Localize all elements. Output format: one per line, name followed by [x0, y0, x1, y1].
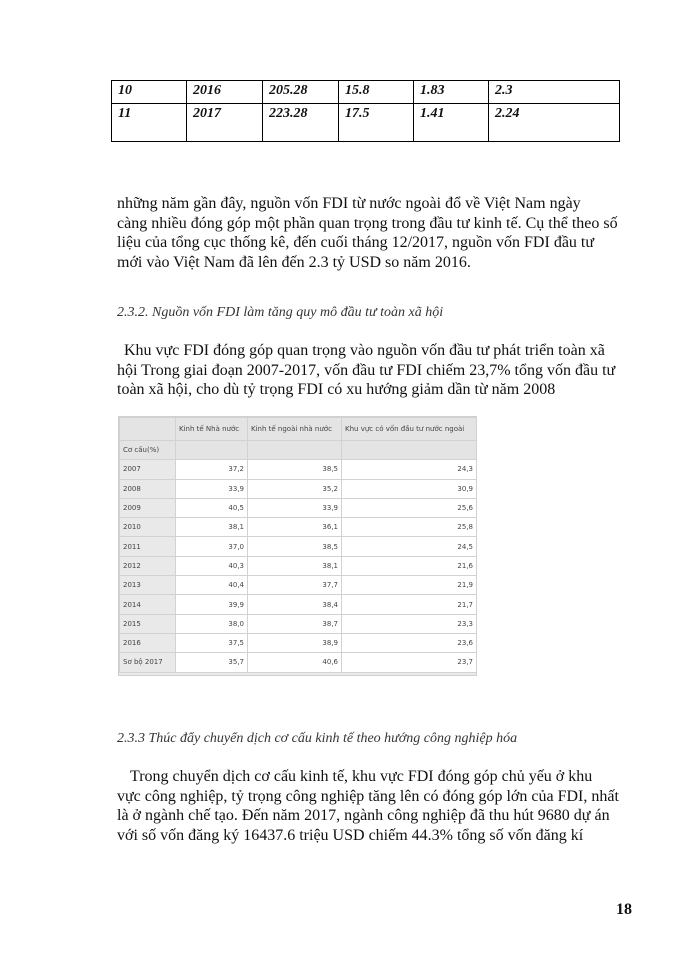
table-cell: 38,7 [248, 614, 342, 633]
table-cell: 205.28 [263, 81, 339, 104]
text-line: liệu của tổng cục thống kê, đến cuối tháng 12/2017, nguồn vốn FDI đầu tư [117, 234, 595, 251]
table-row [120, 498, 477, 517]
column-header: Kinh tế ngoài nhà nước [248, 418, 342, 441]
table-cell: 25,6 [342, 498, 477, 517]
section-heading-2-3-3: 2.3.3 Thúc đẩy chuyển dịch cơ cấu kinh tế theo hướng công nghiệp hóa [117, 731, 518, 746]
table-cell: 40,4 [176, 576, 248, 595]
table-row [112, 104, 620, 142]
table-cell: 2016 [187, 81, 263, 104]
table-cell: 23,7 [342, 653, 477, 672]
table-cell: 37,2 [176, 460, 248, 479]
row-header: Sơ bộ 2017 [120, 653, 176, 672]
table-row [120, 653, 477, 672]
row-header: 2009 [120, 498, 176, 517]
row-header: 2012 [120, 556, 176, 575]
table-cell: 21,9 [342, 576, 477, 595]
table-cell: 37,7 [248, 576, 342, 595]
column-header [120, 418, 176, 441]
table-cell: 38,1 [176, 518, 248, 537]
row-header: 2008 [120, 479, 176, 498]
table-cell: 10 [112, 81, 187, 104]
table-row [120, 537, 477, 556]
investment-structure-table [118, 416, 477, 676]
row-header: 2015 [120, 614, 176, 633]
table-cell: 15.8 [339, 81, 414, 104]
table-cell: 2017 [187, 104, 263, 142]
table-row [112, 81, 620, 104]
text-line: hội Trong giai đoạn 2007-2017, vốn đầu tư FDI chiếm 23,7% tổng vốn đầu tư [117, 361, 616, 379]
table-header-row [120, 418, 477, 441]
table-cell: 33,9 [176, 479, 248, 498]
table-row [120, 460, 477, 479]
table-cell: 223.28 [263, 104, 339, 142]
table-cell: 37,5 [176, 633, 248, 652]
table-cell: 11 [112, 104, 187, 142]
table-cell: 17.5 [339, 104, 414, 142]
table-row [120, 614, 477, 633]
table-cell: 35,7 [176, 653, 248, 672]
table-cell: 24,3 [342, 460, 477, 479]
text-line: mới vào Việt Nam đã lên đến 2.3 tỷ USD so năm 2016. [117, 253, 471, 271]
table-cell: 21,6 [342, 556, 477, 575]
row-header: 2010 [120, 518, 176, 537]
table-cell: 23,3 [342, 614, 477, 633]
row-header: 2007 [120, 460, 176, 479]
row-header: 2013 [120, 576, 176, 595]
table-cell: 1.41 [414, 104, 489, 142]
table-cell: 33,9 [248, 498, 342, 517]
column-header: Kinh tế Nhà nước [176, 418, 248, 441]
table-cell: 36,1 [248, 518, 342, 537]
table-cell: 21,7 [342, 595, 477, 614]
table-row [120, 479, 477, 498]
table-cell: 38,5 [248, 460, 342, 479]
table-cell: 1.83 [414, 81, 489, 104]
top-data-table [111, 80, 620, 142]
page-number: 18 [616, 901, 632, 918]
text-line: càng nhiều đóng góp một phần quan trọng trong đầu tư kinh tế. Cụ thể theo số [117, 214, 618, 232]
table-cell: 40,3 [176, 556, 248, 575]
table-cell [342, 441, 477, 460]
paragraph-economic-restructuring [117, 767, 637, 845]
table-row [120, 633, 477, 652]
table-cell: 2.3 [489, 81, 620, 104]
table-cell: 38,9 [248, 633, 342, 652]
table-cell: 2.24 [489, 104, 620, 142]
column-header: Khu vực có vốn đầu tư nước ngoài [342, 418, 477, 441]
table-cell: 40,5 [176, 498, 248, 517]
text-line: với số vốn đăng ký 16437.6 triệu USD chiếm 44.3% tổng số vốn đăng kí [117, 826, 584, 844]
table-cell: 23,6 [342, 633, 477, 652]
text-line: Khu vực FDI đóng góp quan trọng vào nguồn vốn đầu tư phát triển toàn xã [124, 342, 605, 359]
table-cell: 40,6 [248, 653, 342, 672]
text-line: toàn xã hội, cho dù tỷ trọng FDI có xu hướng giảm dần từ năm 2008 [117, 381, 556, 398]
table-row [120, 576, 477, 595]
table-cell: 30,9 [342, 479, 477, 498]
row-header: 2016 [120, 633, 176, 652]
table-row [120, 556, 477, 575]
table-cell [176, 441, 248, 460]
text-line: là ở ngành chế tạo. Đến năm 2017, ngành công nghiệp đã thu hút 9680 dự án [117, 807, 610, 824]
table-cell: 38,5 [248, 537, 342, 556]
table-cell: 38,4 [248, 595, 342, 614]
table-cell: 35,2 [248, 479, 342, 498]
row-header: Cơ cấu(%) [120, 441, 176, 460]
table-cell: 24,5 [342, 537, 477, 556]
table-row [120, 518, 477, 537]
table-subheader-row [120, 441, 477, 460]
text-line: Trong chuyển dịch cơ cấu kinh tế, khu vực FDI đóng góp chủ yếu ở khu [130, 768, 593, 785]
section-heading-2-3-2: 2.3.2. Nguồn vốn FDI làm tăng quy mô đầu tư toàn xã hội [117, 305, 444, 320]
text-line: những năm gần đây, nguồn vốn FDI từ nước ngoài đổ về Việt Nam ngày [117, 195, 581, 212]
table-cell [248, 441, 342, 460]
table-cell: 37,0 [176, 537, 248, 556]
table-cell: 38,1 [248, 556, 342, 575]
table-cell: 39,9 [176, 595, 248, 614]
text-line: vực công nghiệp, tỷ trọng công nghiệp tăng lên có đóng góp lớn của FDI, nhất [117, 787, 619, 805]
table-cell: 25,8 [342, 518, 477, 537]
table-cell: 38,0 [176, 614, 248, 633]
table-row [120, 595, 477, 614]
row-header: 2011 [120, 537, 176, 556]
row-header: 2014 [120, 595, 176, 614]
paragraph-fdi-investment-share [117, 341, 644, 400]
paragraph-fdi-inflow [117, 194, 637, 272]
